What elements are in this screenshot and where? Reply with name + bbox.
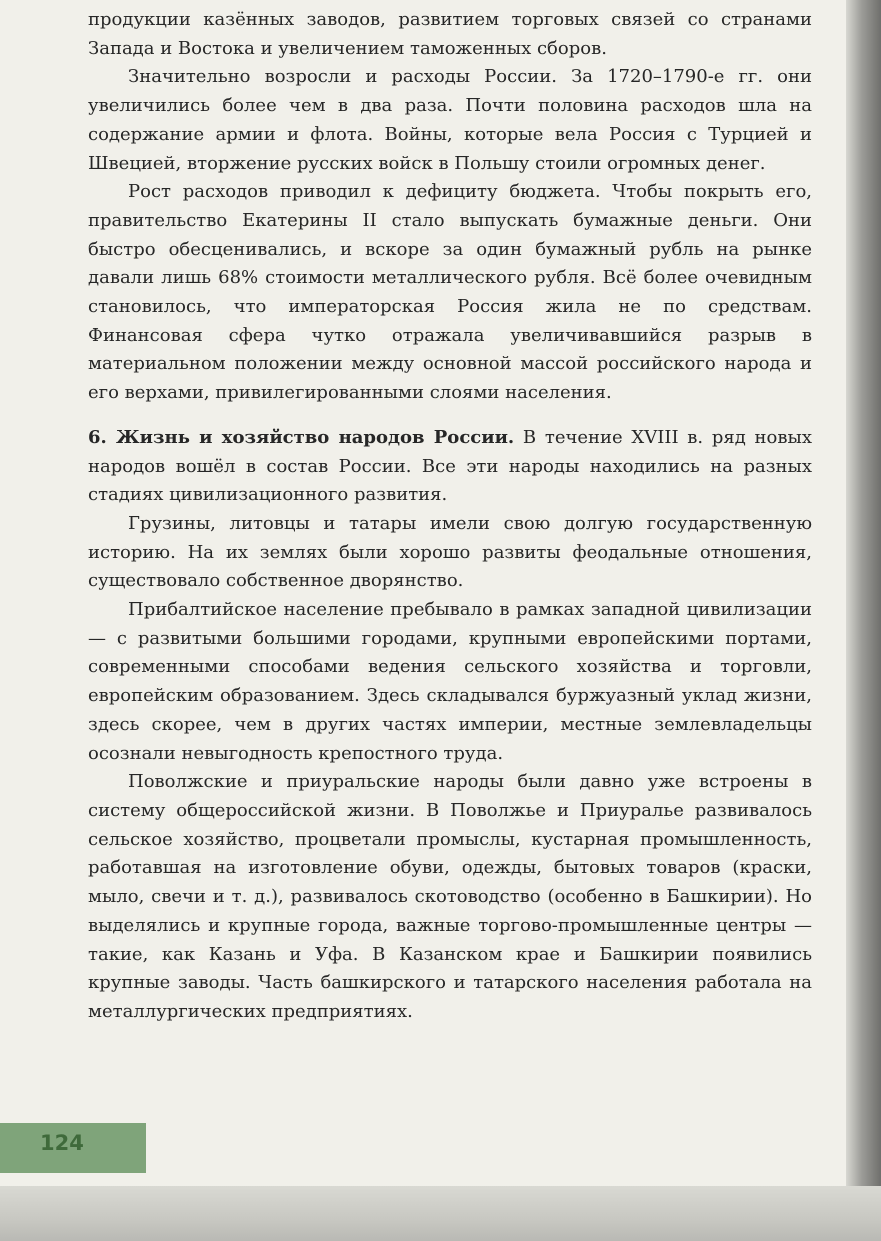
paragraph-expenses: Значительно возросли и расходы России. За 1720–1790-е гг. они увеличились более чем в два раза. Почти половина расходов шла на содержание армии и флота. Войны, которые вела Россия с Турцией и Швецией, вторжение русских войск в Польшу стоили огромных денег. [88,66,812,174]
book-spine-shadow [846,0,881,1241]
paragraph-section-6 [88,424,812,510]
paragraph-georgians-lithuanians-tatars: Грузины, литовцы и татары имели свою долгую государственную историю. На их землях были хорошо развиты феодальные отношения, существовало собственное дворянство. [88,512,812,592]
page-number: 124 [40,1131,84,1155]
paragraph-customs-revenue: продукции казённых заводов, развитием торговых связей со странами Запада и Востока и увеличением таможенных сборов. [88,9,812,59]
paragraph-volga-urals-peoples: Поволжские и приуральские народы были давно уже встроены в систему общероссийской жизни. В Поволжье и Приуралье развивалось сельское хозяйство, процветали промыслы, кустарная промышленность, работавшая на изготовление обуви, одежды, бытовых товаров (краски, мыло, свечи и т. д.), развивалось скотоводство (особенно в Башкирии). Но выделялись и крупные города, важные торгово-промышленные центры — такие, как Казань и Уфа. В Казанском крае и Башкирии появились крупные заводы. Часть башкирского и татарского населения работала на металлургических предприятиях. [88,771,812,1022]
page-bottom-shadow [0,1186,881,1241]
section-intro: В течение XVIII в. ряд новых народов вошёл в состав России. Все эти народы находились на разных стадиях цивилизационного развития. [88,426,812,506]
page-number-tab [0,1123,146,1173]
section-heading: 6. Жизнь и хозяйство народов России. [88,426,515,448]
paragraph-baltic-population: Прибалтийское население пребывало в рамках западной цивилизации — с развитыми большими городами, крупными европейскими портами, современными способами ведения сельского хозяйства и торговли, европейским образованием. Здесь складывался буржуазный уклад жизни, здесь скорее, чем в других частях империи, местные землевладельцы осознали невыгодность крепостного труда. [88,599,812,764]
paragraph-budget-deficit: Рост расходов приводил к дефициту бюджета. Чтобы покрыть его, правительство Екатерины II стало выпускать бумажные деньги. Они быстро обесценивались, и вскоре за один бумажный рубль на рынке давали лишь 68% стоимости металлического рубля. Всё более очевидным становилось, что императорская Россия жила не по средствам. Финансовая сфера чутко отражала увеличивавшийся разрыв в материальном положении между основной массой российского народа и его верхами, привилегированными слоями населения. [88,181,812,404]
body-text [88,6,812,1027]
